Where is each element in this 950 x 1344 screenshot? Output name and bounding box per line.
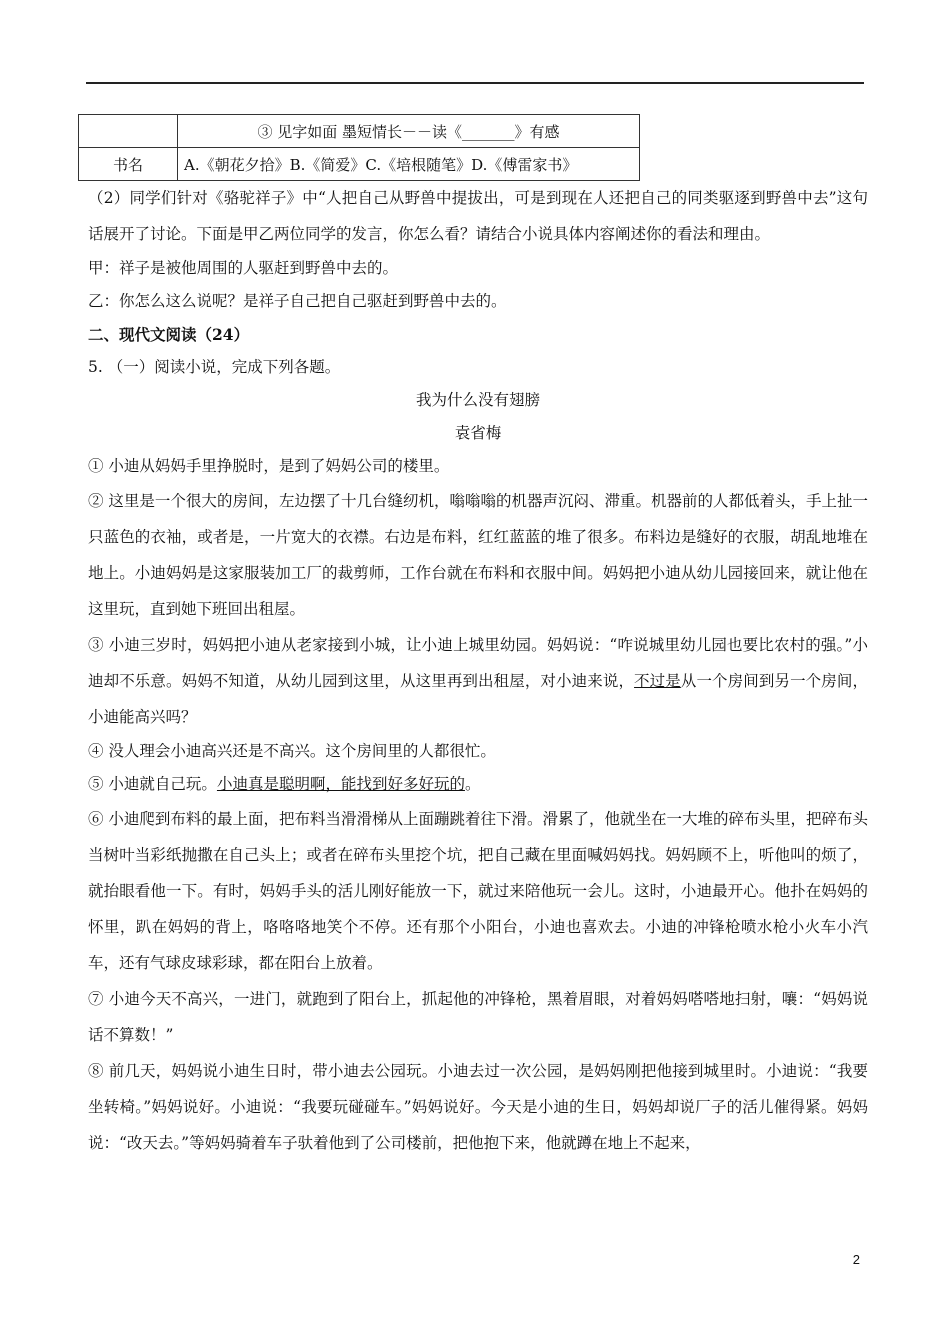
paragraph-5-text: ⑤ 小迪就自己玩。 [88,775,217,793]
header-rule [86,82,864,84]
paragraph-6: ⑥ 小迪爬到布料的最上面，把布料当滑滑梯从上面蹦跳着往下滑。滑累了，他就坐在一大堆的碎布头里，把碎布头当树叶当彩纸抛撒在自己头上；或者在碎布头里挖个坑，把自己藏在里面喊妈妈找。妈妈顾不上，听他叫的烦了，就抬眼看他一下。有时，妈妈手头的活儿刚好能放一下，就过来陪他玩一会儿。这时，小迪最开心。他扑在妈妈的怀里，趴在妈妈的背上，咯咯咯地笑个不停。还有那个小阳台，小迪也喜欢去。小迪的冲锋枪喷水枪小火车小汽车，还有气球皮球彩球，都在阳台上放着。 [88,810,868,972]
question-5-intro: 5. （一）阅读小说，完成下列各题。 [88,358,341,376]
paragraph-3 [88,627,868,735]
question-2: （2）同学们针对《骆驼祥子》中“人把自己从野兽中提拔出，可是到现在人还把自己的同类驱逐到野兽中去”这句话展开了讨论。下面是甲乙两位同学的发言，你怎么看？请结合小说具体内容阐述你的看法和理由。 [88,189,868,243]
paragraph-4: ④ 没人理会小迪高兴还是不高兴。这个房间里的人都很忙。 [88,742,496,760]
paragraph-1: ① 小迪从妈妈手里挣脱时，是到了妈妈公司的楼里。 [88,457,450,475]
story-title: 我为什么没有翅膀 [415,391,540,409]
paragraph-5-text: 。 [464,775,481,793]
underlined-sentence: 小迪真是聪明啊，能找到好多好玩的 [216,775,465,793]
student-jia: 甲：祥子是被他周围的人驱赶到野兽中去的。 [88,259,399,277]
paragraph-5 [88,768,868,801]
paragraph-2: ② 这里是一个很大的房间，左边摆了十几台缝纫机，嗡嗡嗡的机器声沉闷、滞重。机器前的人都低着头，手上扯一只蓝色的衣袖，或者是，一片宽大的衣襟。右边是布料，红红蓝蓝的堆了很多。布料边是缝好的衣服，胡乱地堆在地上。小迪妈妈是这家服装加工厂的裁剪师，工作台就在布料和衣服中间。妈妈把小迪从幼儿园接回来，就让他在这里玩，直到她下班回出租屋。 [88,492,868,618]
table-row [79,115,640,148]
paragraph-3-text: 从一个房间到另一个房间，小迪能高兴吗？ [88,672,868,726]
table-cell-label [79,115,178,148]
table-cell-options: A.《朝花夕拾》B.《简爱》C.《培根随笔》D.《傅雷家书》 [178,148,640,181]
paragraph-7: ⑦ 小迪今天不高兴，一进门，就跑到了阳台上，抓起他的冲锋枪，黑着眉眼，对着妈妈嗒嗒地扫射，嚷：“妈妈说话不算数！” [88,990,868,1044]
paragraph-8: ⑧ 前几天，妈妈说小迪生日时，带小迪去公园玩。小迪去过一次公园，是妈妈刚把他接到城里时。小迪说：“我要坐转椅。”妈妈说好。小迪说：“我要玩碰碰车。”妈妈说好。今天是小迪的生日，妈妈却说厂子的活儿催得紧。妈妈说：“改天去。”等妈妈骑着车子驮着他到了公司楼前，把他抱下来，他就蹲在地上不起来， [88,1062,868,1152]
underlined-phrase: 不过是 [634,672,681,690]
table-cell-label: 书名 [79,148,178,181]
book-table [78,114,640,181]
table-row [79,148,640,181]
table-cell-topic: ③ 见字如面 墨短情长－－读《_______》有感 [178,115,640,148]
document-body [88,180,868,1161]
page-number: 2 [852,1252,860,1267]
section-heading: 二、现代文阅读（24） [88,325,250,344]
story-author: 袁省梅 [454,424,502,442]
student-yi: 乙：你怎么这么说呢？是祥子自己把自己驱赶到野兽中去的。 [88,292,507,310]
paragraph-3-text: ③ 小迪三岁时，妈妈把小迪从老家接到小城，让小迪上城里幼园。妈妈说：“咋说城里幼儿园也要比农村的强。”小迪却不乐意。妈妈不知道，从幼儿园到这里，从这里再到出租屋，对小迪来说， [88,636,868,690]
